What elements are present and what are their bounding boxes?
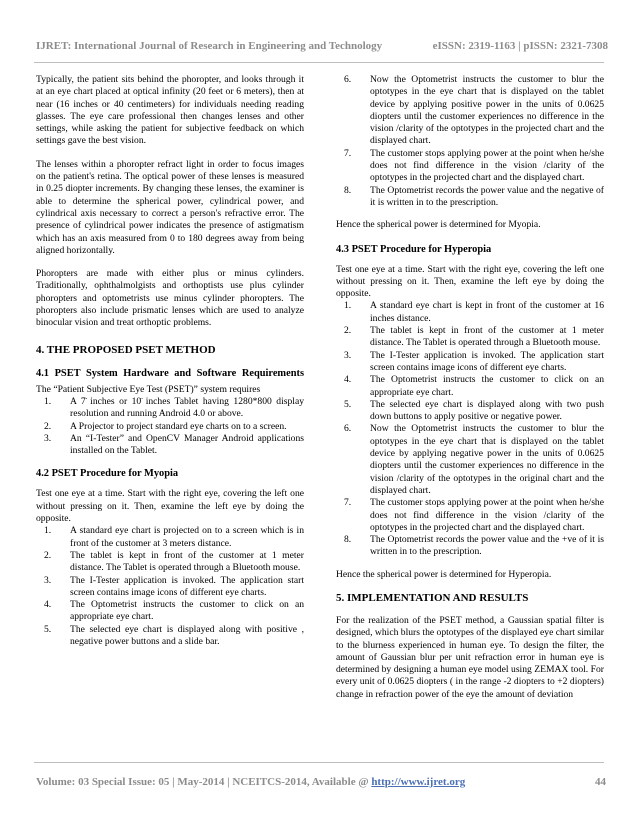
paragraph-implementation: For the realization of the PSET method, a Gaussian spatial filter is designed, which blurs the optotypes of the displayed eye chart similar to the blurness experienced in human eye. To design the filter, the amount of Gaussian blur per unit refraction error in human eye is determined by designing a human eye model using ZEMAX tool. For every unit of 0.0625 diopters ( in the range -2 diopters to +2 diopters) change in refraction power of the eye the amount of deviation (336, 614, 604, 700)
list-item (336, 534, 604, 559)
list-item-number: 2. (44, 420, 52, 432)
left-column (36, 74, 304, 658)
list-item-text: The Optometrist records the power value and the +ve of it is written in to the prescription. (370, 534, 604, 558)
header-rule (34, 62, 604, 63)
list-item-text: A 7̈ inches or 10̈ inches Tablet having 1280*800 display resolution and running Android 4.0 or above. (70, 395, 304, 420)
list-item-number: 3. (44, 574, 52, 586)
list-item-text: The I-Tester application is invoked. The application start screen contains image icons of different eye charts. (370, 349, 604, 373)
list-item-number: 3. (44, 432, 52, 444)
list-item-number: 2. (344, 325, 352, 337)
list-item-text: The customer stops applying power at the point when he/she does not find difference in the vision /clarity of the optotypes in the projected chart and the displayed chart. (370, 147, 604, 184)
list-item-number: 8. (344, 534, 352, 546)
list-item-text: The Optometrist instructs the customer to click on an appropriate eye chart. (70, 599, 304, 623)
list-item-number: 6. (344, 423, 352, 435)
list-item (336, 350, 604, 375)
myopia-steps-continued-list (336, 74, 604, 209)
list-item (36, 575, 304, 600)
subsection-heading-4-1: 4.1 PSET System Hardware and Software Requirements (36, 367, 304, 379)
list-item-text: The Optometrist instructs the customer to click on an appropriate eye chart. (370, 374, 604, 398)
requirements-intro: The “Patient Subjective Eye Test (PSET)” system requires (36, 383, 261, 395)
list-item (336, 399, 604, 424)
list-item-text: The selected eye chart is displayed along with two push down buttons to apply positive or negative power. (370, 398, 604, 423)
list-item-text: The I-Tester application is invoked. The application start screen contains image icons of different eye charts. (70, 574, 304, 598)
list-item (36, 525, 304, 550)
list-item-text: The Optometrist records the power value and the negative of it is written in to the prescription. (370, 184, 604, 208)
list-item (36, 396, 304, 421)
list-item-number: 1. (44, 395, 52, 407)
myopia-steps-list (36, 525, 304, 648)
list-item (336, 300, 604, 325)
list-item-number: 4. (44, 599, 52, 611)
list-item-text: The tablet is kept in front of the customer at 1 meter distance. The Tablet is operated through a Bluetooth mouse. (70, 549, 304, 574)
list-item (336, 148, 604, 185)
myopia-intro: Test one eye at a time. Start with the right eye, covering the left one without pressing on it. Then, examine the left eye by doing the opposite. (36, 488, 304, 525)
paragraph-phoropter-usage: Typically, the patient sits behind the phoropter, and looks through it at an eye chart placed at optical infinity (20 feet or 6 meters), then at near (16 inches or 40 centimeters) for individuals needing reading glasses. The eye care professional then changes lenses and other settings, while asking the patient for subjective feedback on which settings gave the best vision. (36, 74, 304, 147)
list-item (336, 325, 604, 350)
list-item-text: A standard eye chart is projected on to a screen which is in front of the customer at 3 meters distance. (70, 525, 304, 549)
paragraph-cylinders: Phoropters are made with either plus or minus cylinders. Traditionally, ophthalmolgists and orthoptists use plus cylinder phoropters and optometrists use minus cylinder phoropters. The phoropters also include prismatic lenses which are used to analyze binocular vision and treat orthoptic problems. (36, 268, 304, 329)
list-item-number: 5. (344, 398, 352, 410)
list-item (36, 550, 304, 575)
list-item-number: 7. (344, 147, 352, 159)
list-item (36, 421, 304, 433)
list-item-number: 1. (344, 300, 352, 312)
list-item-text: Now the Optometrist instructs the customer to blur the optotypes in the eye chart that is displayed on the tablet device by applying positive power in the units of 0.0625 diopters until the customer experiences no difference in the vision /clarity of the optotypes in the projected chart and the displayed chart. (370, 74, 604, 147)
list-item-number: 6. (344, 74, 352, 85)
list-item (336, 497, 604, 534)
hyperopia-intro: Test one eye at a time. Start with the right eye, covering the left one without pressing on it. Then, examine the left eye by doing the opposite. (336, 263, 604, 300)
list-item-number: 3. (344, 349, 352, 361)
right-column (336, 74, 604, 712)
requirements-list (36, 396, 304, 457)
list-item (336, 374, 604, 399)
list-item-number: 4. (344, 374, 352, 386)
hyperopia-steps-list (336, 300, 604, 558)
journal-title: IJRET: International Journal of Research in Engineering and Technology (36, 40, 383, 52)
list-item-number: 5. (44, 623, 52, 635)
page-footer (0, 776, 638, 792)
list-item (36, 433, 304, 458)
list-item-text: The customer stops applying power at the point when he/she does not find difference in the vision /clarity of the optotypes in the projected chart and the displayed chart. (370, 497, 604, 533)
myopia-result: Hence the spherical power is determined for Myopia. (336, 219, 541, 231)
list-item-text: A standard eye chart is kept in front of the customer at 16 inches distance. (370, 300, 604, 324)
footer-text: Volume: 03 Special Issue: 05 | May-2014 | NCEITCS-2014, Available @ (36, 776, 372, 788)
subsection-heading-4-3: 4.3 PSET Procedure for Hyperopia (336, 243, 492, 255)
list-item-number: 8. (344, 184, 352, 196)
list-item-number: 2. (44, 549, 52, 561)
list-item-text: A Projector to project standard eye charts on to a screen. (70, 420, 287, 432)
page-number: 44 (595, 776, 606, 788)
list-item-text: The selected eye chart is displayed along with positive , negative power buttons and a slide bar. (70, 623, 304, 647)
section-heading-5: 5. IMPLEMENTATION AND RESULTS (336, 591, 529, 604)
paragraph-lenses: The lenses within a phoropter refract light in order to focus images on the patient's retina. The optical power of these lenses is measured in 0.25 diopter increments. By changing these lenses, the examiner is able to determine the spherical power, cylindrical power, and cylindrical axis necessary to correct a person's refractive error. The presence of cylindrical power indicates the presence of astigmatism which has an axis measured from 0 to 180 degrees away from being aligned horizontally. (36, 158, 304, 256)
list-item (36, 599, 304, 624)
section-heading-4: 4. THE PROPOSED PSET METHOD (36, 343, 216, 356)
list-item (336, 74, 604, 148)
page-header (0, 40, 638, 58)
list-item (336, 423, 604, 497)
list-item-number: 1. (44, 525, 52, 537)
list-item-number: 7. (344, 497, 352, 509)
footer-rule (34, 762, 604, 763)
hyperopia-result: Hence the spherical power is determined for Hyperopia. (336, 568, 552, 580)
footer-info (36, 776, 465, 788)
subsection-heading-4-2: 4.2 PSET Procedure for Myopia (36, 468, 179, 480)
list-item-text: The tablet is kept in front of the customer at 1 meter distance. The Tablet is operated through a Bluetooth mouse. (370, 325, 604, 349)
journal-link[interactable]: http://www.ijret.org (371, 776, 466, 788)
list-item-text: Now the Optometrist instructs the customer to blur the optotypes in the eye chart that is displayed on the tablet device by applying negative power in the units of 0.0625 diopters until the customer experiences no difference in the vision /clarity of the optotypes in the original chart and the displayed chart. (370, 423, 604, 496)
list-item (336, 185, 604, 210)
issn-info: eISSN: 2319-1163 | pISSN: 2321-7308 (432, 40, 608, 52)
list-item-text: An “I-Tester” and OpenCV Manager Android applications installed on the Tablet. (70, 432, 304, 457)
list-item (36, 624, 304, 649)
